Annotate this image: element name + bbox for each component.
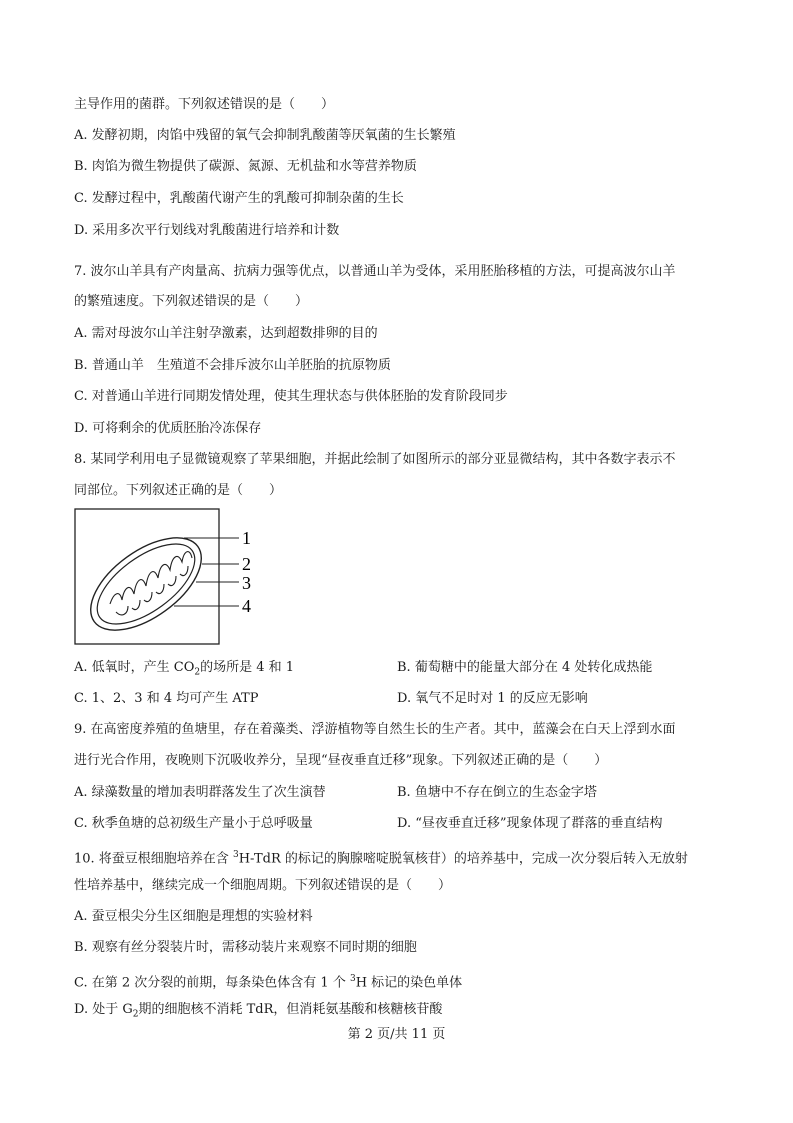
q8-option-c: C. 1、2、3 和 4 均可产生 ATP bbox=[74, 691, 259, 706]
q7-option-b: B. 普通山羊 生殖道不会排斥波尔山羊胚胎的抗原物质 bbox=[74, 358, 391, 373]
figure-label-3: 3 bbox=[242, 573, 251, 593]
q9-option-b: B. 鱼塘中不存在倒立的生态金字塔 bbox=[397, 785, 597, 800]
q6-option-c: C. 发酵过程中，乳酸菌代谢产生的乳酸可抑制杂菌的生长 bbox=[74, 191, 404, 206]
q9-option-d: D. “昼夜垂直迁移”现象体现了群落的垂直结构 bbox=[397, 816, 663, 831]
q7-option-d: D. 可将剩余的优质胚胎冷冻保存 bbox=[74, 421, 262, 436]
page-footer: 第 2 页/共 11 页 bbox=[347, 1027, 446, 1042]
q9-option-c: C. 秋季鱼塘的总初级生产量小于总呼吸量 bbox=[74, 816, 313, 831]
q9-option-a: A. 绿藻数量的增加表明群落发生了次生演替 bbox=[74, 785, 326, 800]
q7-stem-1: 7. 波尔山羊具有产肉量高、抗病力强等优点，以普通山羊为受体，采用胚胎移植的方法，可提高波尔山羊 bbox=[74, 264, 676, 279]
q6-option-b: B. 肉馅为微生物提供了碳源、氮源、无机盐和水等营养物质 bbox=[74, 159, 417, 174]
line-0: 主导作用的菌群。下列叙述错误的是（ ） bbox=[74, 97, 335, 112]
q10-option-b: B. 观察有丝分裂装片时，需移动装片来观察不同时期的细胞 bbox=[74, 940, 417, 955]
figure-label-1: 1 bbox=[242, 528, 251, 548]
q10-option-a: A. 蚕豆根尖分生区细胞是理想的实验材料 bbox=[74, 909, 313, 924]
mitochondrion-figure bbox=[74, 508, 264, 648]
figure-label-2: 2 bbox=[242, 554, 251, 574]
q9-stem-2: 进行光合作用，夜晚则下沉吸收养分，呈现“昼夜垂直迁移”现象。下列叙述正确的是（ ） bbox=[74, 753, 608, 768]
q7-stem-2: 的繁殖速度。下列叙述错误的是（ ） bbox=[74, 294, 309, 309]
q6-option-d: D. 采用多次平行划线对乳酸菌进行培养和计数 bbox=[74, 223, 340, 238]
q7-option-c: C. 对普通山羊进行同期发情处理，使其生理状态与供体胚胎的发育阶段同步 bbox=[74, 389, 508, 404]
q8-stem-1: 8. 某同学利用电子显微镜观察了苹果细胞，并据此绘制了如图所示的部分亚显微结构，其中各数字表示不 bbox=[74, 452, 676, 467]
q10-option-c: C. 在第 2 次分裂的前期，每条染色体含有 1 个 $^3$H 标记的染色单体 bbox=[74, 974, 463, 991]
q8-option-a: A. 低氧时，产生 $CO_2$的场所是 4 和 1 bbox=[74, 660, 295, 678]
q9-stem-1: 9. 在高密度养殖的鱼塘里，存在着藻类、浮游植物等自然生长的生产者。其中，蓝藻会在白天上浮到水面 bbox=[74, 722, 676, 737]
q10-stem-2: 性培养基中，继续完成一个细胞周期。下列叙述错误的是（ ） bbox=[74, 878, 452, 893]
q10-stem-1: 10. 将蚕豆根细胞培养在含 $^3$H-TdR 的标记的胸腺嘧啶脱氧核苷）的培养基中，完成一次分裂后转入无放射 bbox=[74, 850, 688, 867]
q8-option-b: B. 葡萄糖中的能量大部分在 4 处转化成热能 bbox=[397, 660, 653, 675]
q7-option-a: A. 需对母波尔山羊注射孕激素，达到超数排卵的目的 bbox=[74, 326, 378, 341]
q8-stem-2: 同部位。下列叙述正确的是（ ） bbox=[74, 483, 283, 498]
q6-option-a: A. 发酵初期，肉馅中残留的氧气会抑制乳酸菌等厌氧菌的生长繁殖 bbox=[74, 128, 456, 143]
cristae-path bbox=[110, 552, 192, 604]
q8-option-d: D. 氧气不足时对 1 的反应无影响 bbox=[397, 691, 588, 706]
figure-label-4: 4 bbox=[242, 596, 251, 616]
q10-option-d: D. 处于 $G_2$期的细胞核不消耗 TdR，但消耗氨基酸和核糖核苷酸 bbox=[74, 1002, 443, 1020]
